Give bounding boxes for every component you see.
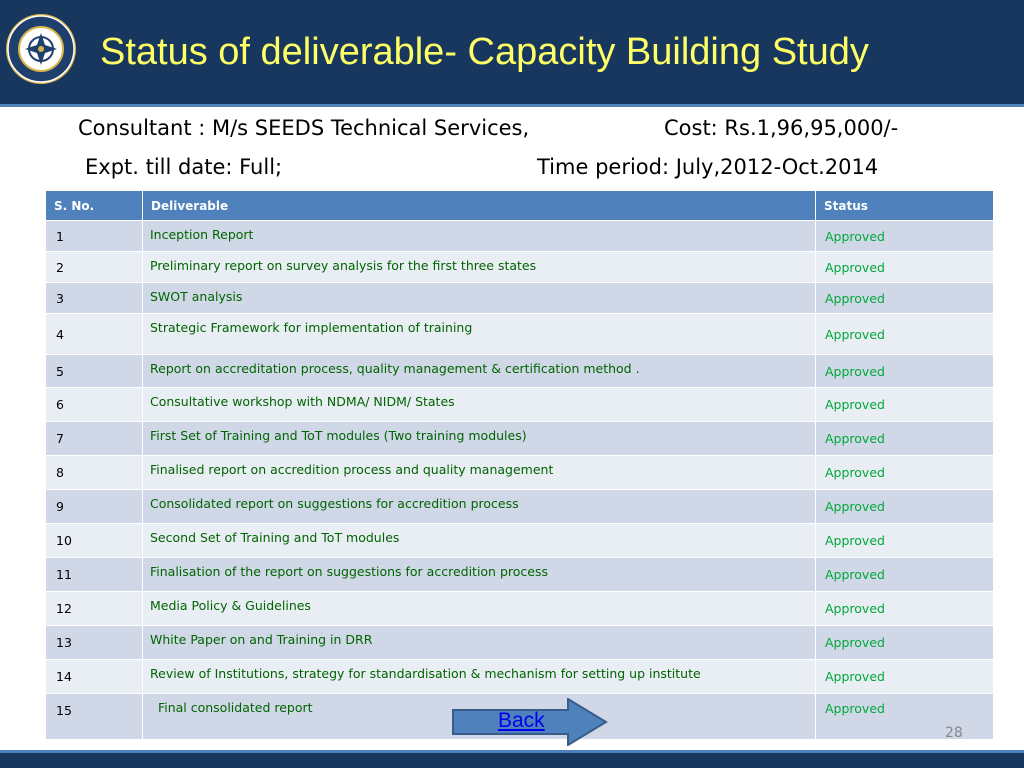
cell-sno: 8	[46, 456, 143, 490]
table-row	[46, 490, 994, 524]
cell-status: Approved	[816, 422, 994, 456]
table-row	[46, 422, 994, 456]
cell-deliverable: Finalisation of the report on suggestions for accredition process	[143, 558, 816, 592]
cell-status: Approved	[816, 221, 994, 252]
cell-deliverable: Inception Report	[143, 221, 816, 252]
cell-status: Approved	[816, 626, 994, 660]
cell-status: Approved	[816, 558, 994, 592]
cell-deliverable: Review of Institutions, strategy for standardisation & mechanism for setting up institute	[143, 660, 816, 694]
cell-sno: 13	[46, 626, 143, 660]
table-row	[46, 456, 994, 490]
table-row	[46, 388, 994, 422]
table-row	[46, 314, 994, 355]
cell-sno: 9	[46, 490, 143, 524]
cell-sno: 4	[46, 314, 143, 355]
cell-sno: 14	[46, 660, 143, 694]
header-deliverable: Deliverable	[143, 191, 816, 221]
cell-status: Approved	[816, 355, 994, 388]
cell-deliverable: First Set of Training and ToT modules (Two training modules)	[143, 422, 816, 456]
table-row	[46, 221, 994, 252]
table-row	[46, 283, 994, 314]
table-row	[46, 660, 994, 694]
cell-deliverable: Report on accreditation process, quality management & certification method .	[143, 355, 816, 388]
cell-sno: 5	[46, 355, 143, 388]
cell-deliverable: SWOT analysis	[143, 283, 816, 314]
slide-title: Status of deliverable- Capacity Building Study	[100, 31, 869, 73]
table-header-row	[46, 191, 994, 221]
slide-footer	[0, 753, 1024, 768]
consultant-text: Consultant : M/s SEEDS Technical Services,	[78, 116, 530, 140]
cell-sno: 6	[46, 388, 143, 422]
header-sno: S. No.	[46, 191, 143, 221]
cost-text: Cost: Rs.1,96,95,000/-	[664, 116, 899, 140]
cell-deliverable: Preliminary report on survey analysis for the first three states	[143, 252, 816, 283]
cell-sno: 12	[46, 592, 143, 626]
header-status: Status	[816, 191, 994, 221]
cell-sno: 11	[46, 558, 143, 592]
cell-deliverable: Consolidated report on suggestions for accredition process	[143, 490, 816, 524]
time-period-text: Time period: July,2012-Oct.2014	[537, 155, 879, 179]
cell-status: Approved	[816, 524, 994, 558]
cell-deliverable: Finalised report on accredition process and quality management	[143, 456, 816, 490]
cell-status: Approved	[816, 252, 994, 283]
cell-status: Approved	[816, 490, 994, 524]
cell-status: Approved	[816, 660, 994, 694]
table-row	[46, 626, 994, 660]
cell-deliverable: Consultative workshop with NDMA/ NIDM/ States	[143, 388, 816, 422]
table-row	[46, 558, 994, 592]
cell-sno: 7	[46, 422, 143, 456]
back-link[interactable]: Back	[498, 709, 545, 732]
cell-status: Approved	[816, 592, 994, 626]
cell-sno: 10	[46, 524, 143, 558]
cell-deliverable: Media Policy & Guidelines	[143, 592, 816, 626]
deliverables-table	[45, 190, 994, 740]
table-row	[46, 524, 994, 558]
header-divider	[0, 104, 1024, 107]
cell-deliverable: Second Set of Training and ToT modules	[143, 524, 816, 558]
cell-status: Approved	[816, 283, 994, 314]
cell-status: Approved	[816, 388, 994, 422]
cell-sno: 2	[46, 252, 143, 283]
cell-status: Approved	[816, 694, 994, 740]
table-row	[46, 592, 994, 626]
cell-status: Approved	[816, 314, 994, 355]
ndmi-emblem-logo	[4, 12, 78, 86]
cell-sno: 1	[46, 221, 143, 252]
cell-sno: 3	[46, 283, 143, 314]
cell-status: Approved	[816, 456, 994, 490]
table-row	[46, 355, 994, 388]
deliverables-table-container	[45, 190, 993, 740]
cell-deliverable: Final consolidated report	[143, 694, 816, 740]
cell-deliverable: Strategic Framework for implementation of training	[143, 314, 816, 355]
table-row	[46, 252, 994, 283]
cell-sno: 15	[46, 694, 143, 740]
cell-deliverable: White Paper on and Training in DRR	[143, 626, 816, 660]
page-number: 28	[945, 725, 963, 741]
expenditure-text: Expt. till date: Full;	[85, 155, 283, 179]
